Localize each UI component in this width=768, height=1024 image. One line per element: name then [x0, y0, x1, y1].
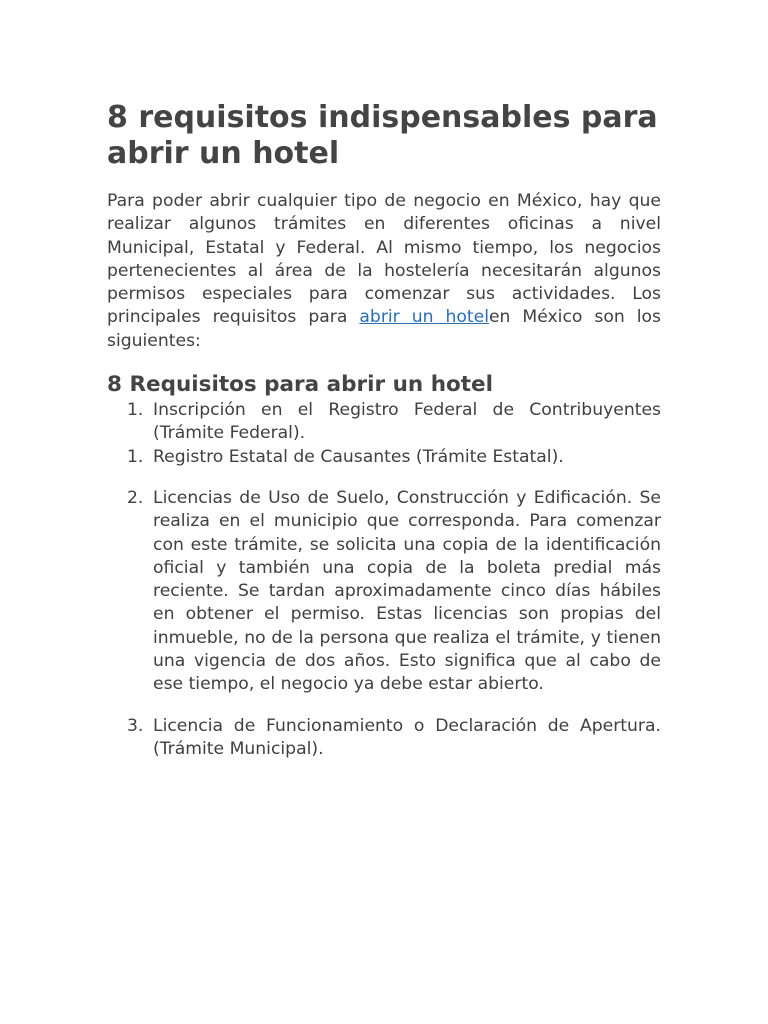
requirements-list-a	[107, 399, 661, 446]
list-item-text: Licencia de Funcionamiento o Declaración de Apertura. (Trámite Municipal).	[153, 715, 661, 759]
list-item-text: Licencias de Uso de Suelo, Construcción y Edificación. Se realiza en el municipio que corresponda. Para comenzar con este trámite, se solicita una copia de la identificación oficial y también una copia de la boleta predial más reciente. Se tardan aproximadamente cinco días hábiles en obtener el permiso. Estas licencias son propias del inmueble, no de la persona que realiza el trámite, y tienen una vigencia de dos años. Esto significa que al cabo de ese tiempo, el negocio ya debe estar abierto.	[153, 487, 661, 695]
requirements-list-b	[107, 446, 661, 762]
list-item-number: 3.	[127, 715, 144, 736]
list-item	[107, 715, 661, 762]
list-item	[107, 399, 661, 446]
abrir-un-hotel-link[interactable]: abrir un hotel	[359, 307, 489, 328]
page-title: 8 requisitos indispensables para abrir un hotel	[107, 100, 658, 171]
list-item	[107, 487, 661, 697]
intro-paragraph	[107, 190, 661, 353]
document-page	[107, 100, 661, 761]
intro-text-before: Para poder abrir cualquier tipo de negocio en México, hay que realizar algunos trámites en diferentes oficinas a nivel Municipal, Estatal y Federal. Al mismo tiempo, los negocios pertenecientes al área de la hostelería necesitarán algunos permisos especiales para comenzar sus actividades. Los principales requisitos para	[107, 191, 661, 328]
list-item-number: 1.	[127, 400, 144, 421]
list-item-text: Inscripción en el Registro Federal de Contribuyentes (Trámite Federal).	[153, 400, 661, 444]
list-item-number: 2.	[127, 487, 144, 508]
section-heading: 8 Requisitos para abrir un hotel	[107, 372, 494, 398]
intro-text-after: en México son los siguientes:	[107, 307, 661, 351]
list-item-number: 1.	[127, 446, 144, 467]
list-item	[107, 446, 661, 469]
list-item-text: Registro Estatal de Causantes (Trámite Estatal).	[153, 446, 564, 467]
